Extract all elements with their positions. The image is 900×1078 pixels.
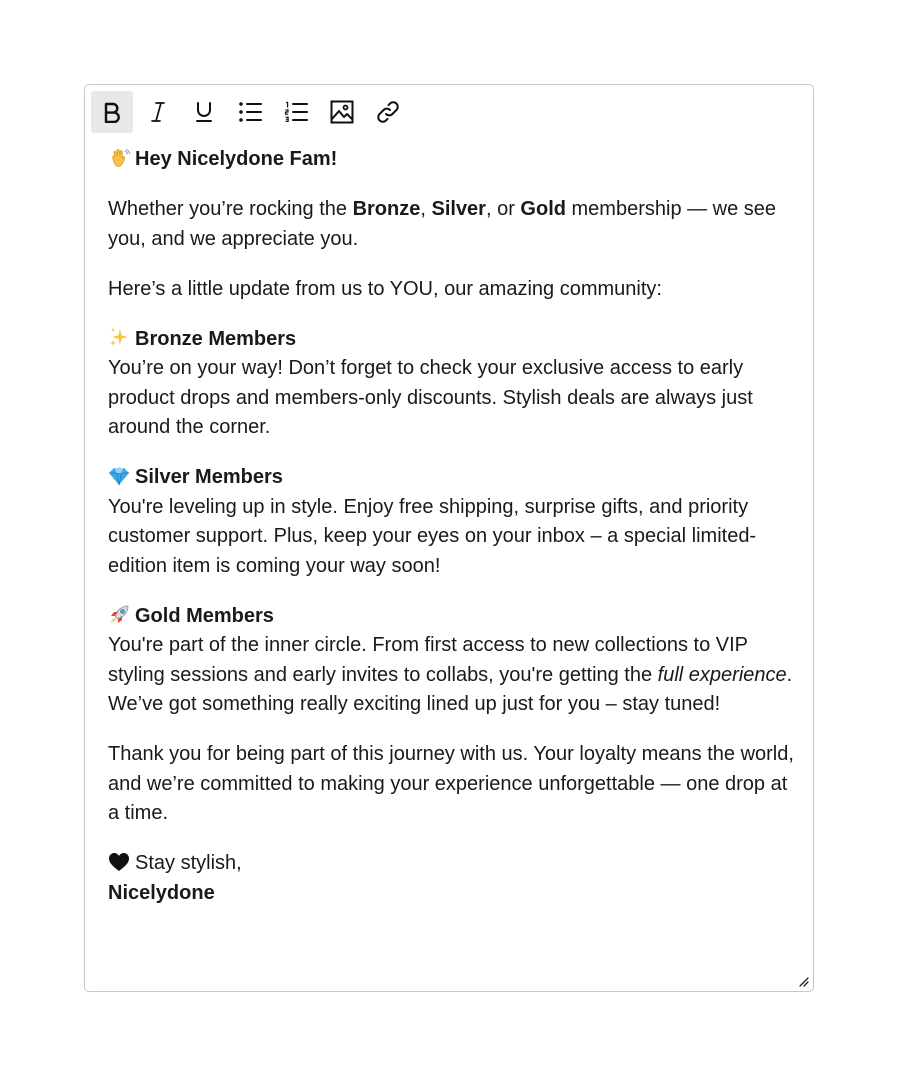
gold-section-body-after: . We’ve got something really exciting lined up just for you – stay tuned! bbox=[108, 663, 793, 715]
bronze-section bbox=[108, 325, 798, 443]
signoff-text: Stay stylish, bbox=[135, 852, 242, 874]
black-heart-icon bbox=[108, 851, 130, 873]
greeting-paragraph bbox=[108, 145, 798, 175]
link-button[interactable] bbox=[367, 91, 409, 133]
resize-handle-icon[interactable] bbox=[797, 975, 809, 987]
update-paragraph: Here’s a little update from us to YOU, our amazing community: bbox=[108, 277, 662, 300]
bold-icon bbox=[101, 101, 123, 123]
signoff-paragraph bbox=[108, 849, 798, 908]
signoff-name: Nicelydone bbox=[108, 881, 215, 904]
bulleted-list-icon bbox=[238, 101, 262, 123]
intro-comma: , bbox=[420, 198, 432, 220]
intro-prefix: Whether you’re rocking the bbox=[108, 198, 353, 220]
gem-icon bbox=[108, 465, 130, 487]
thanks-paragraph: Thank you for being part of this journey with us. Your loyalty means the world, and we’re committed to making your experience unforgettable — one drop at a time. bbox=[108, 743, 794, 824]
silver-section-title: Silver Members bbox=[135, 466, 283, 488]
gold-section-title: Gold Members bbox=[135, 604, 274, 627]
bronze-section-title: Bronze Members bbox=[135, 327, 297, 350]
rocket-icon bbox=[108, 604, 130, 626]
gold-section-body-italic: full experience bbox=[657, 663, 787, 686]
waving-hand-icon bbox=[108, 147, 130, 169]
intro-suffix: membership — we see you, and we appreciate you. bbox=[108, 198, 777, 250]
bronze-label: Bronze bbox=[352, 198, 421, 220]
underline-icon bbox=[193, 101, 215, 123]
intro-paragraph bbox=[108, 195, 798, 254]
italic-icon bbox=[147, 101, 169, 123]
underline-button[interactable] bbox=[183, 91, 225, 133]
silver-section-body: You're leveling up in style. Enjoy free shipping, surprise gifts, and priority customer support. Plus, keep your eyes on your inbox – a special limited-edition item is coming your way soon! bbox=[108, 495, 757, 577]
silver-label: Silver bbox=[431, 198, 486, 220]
gold-section bbox=[108, 602, 798, 720]
bulleted-list-button[interactable] bbox=[229, 91, 271, 133]
bold-button[interactable] bbox=[91, 91, 133, 133]
link-icon bbox=[376, 100, 400, 124]
silver-section bbox=[108, 463, 798, 581]
formatting-toolbar bbox=[91, 91, 413, 133]
numbered-list-button[interactable] bbox=[275, 91, 317, 133]
image-icon bbox=[330, 100, 354, 124]
greeting-text: Hey Nicelydone Fam! bbox=[135, 148, 338, 170]
sparkles-icon bbox=[108, 327, 130, 349]
numbered-list-icon bbox=[284, 101, 308, 123]
editor-content[interactable] bbox=[108, 145, 798, 929]
image-button[interactable] bbox=[321, 91, 363, 133]
gold-label: Gold bbox=[520, 198, 566, 220]
gold-section-body-before: You're part of the inner circle. From first access to new collections to VIP styling sessions and early invites to collabs, you're getting the bbox=[108, 634, 748, 686]
rich-text-editor[interactable] bbox=[84, 84, 814, 992]
bronze-section-body: You’re on your way! Don’t forget to check your exclusive access to early product drops and members-only discounts. Stylish deals are always just around the corner. bbox=[108, 357, 753, 438]
intro-or: , or bbox=[485, 198, 521, 220]
italic-button[interactable] bbox=[137, 91, 179, 133]
